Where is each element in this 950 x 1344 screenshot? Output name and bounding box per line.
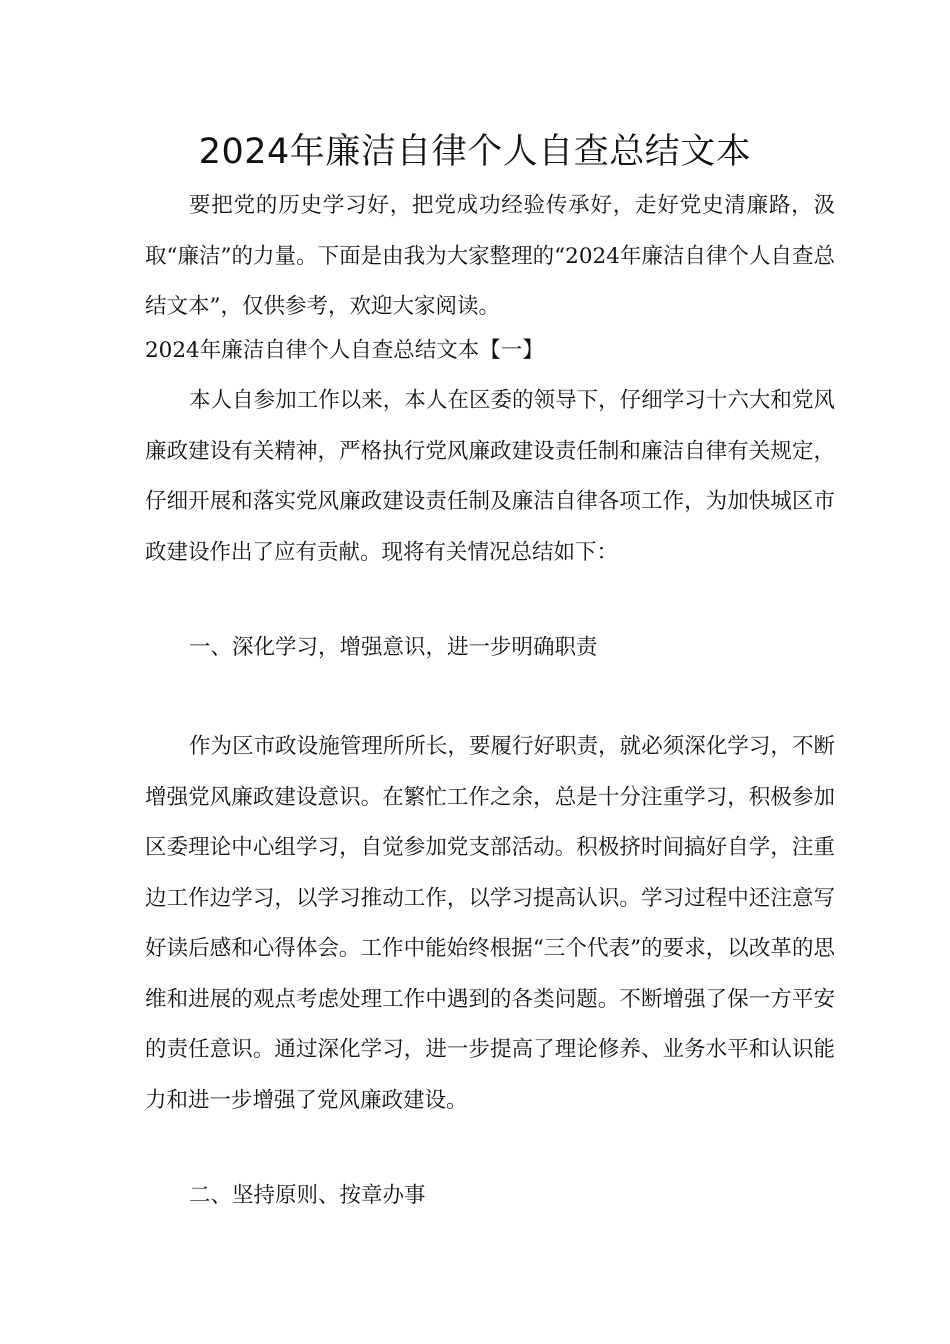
heading-1: 一、深化学习，增强意识，进一步明确职责	[189, 635, 598, 660]
heading-2: 二、坚持原则、按章办事	[189, 1183, 426, 1208]
paragraph-1: 本人自参加工作以来，本人在区委的领导下，仔细学习十六大和党风廉政建设有关精神，严格执行党风廉政建设责任制和廉洁自律有关规定，仔细开展和落实党风廉政建设责任制及廉洁自律各项工作，为加快城区市政建设作出了应有贡献。现将有关情况总结如下：	[145, 388, 835, 565]
document-title: 2024年廉洁自律个人自查总结文本	[198, 132, 752, 172]
section-title: 2024年廉洁自律个人自查总结文本【一】	[145, 338, 544, 363]
intro-paragraph: 要把党的历史学习好，把党成功经验传承好，走好党史清廉路，汲取“廉洁”的力量。下面是由我为大家整理的“2024年廉洁自律个人自查总结文本”，仅供参考，欢迎大家阅读。	[145, 193, 835, 319]
paragraph-2: 作为区市政设施管理所所长，要履行好职责，就必须深化学习，不断增强党风廉政建设意识。在繁忙工作之余，总是十分注重学习，积极参加区委理论中心组学习，自觉参加党支部活动。积极挤时间搞好自学，注重边工作边学习，以学习推动工作，以学习提高认识。学习过程中还注意写好读后感和心得体会。工作中能始终根据“三个代表”的要求，以改革的思维和进展的观点考虑处理工作中遇到的各类问题。不断增强了保一方平安的责任意识。通过深化学习，进一步提高了理论修养、业务水平和认识能力和进一步增强了党风廉政建设。	[145, 734, 835, 1113]
